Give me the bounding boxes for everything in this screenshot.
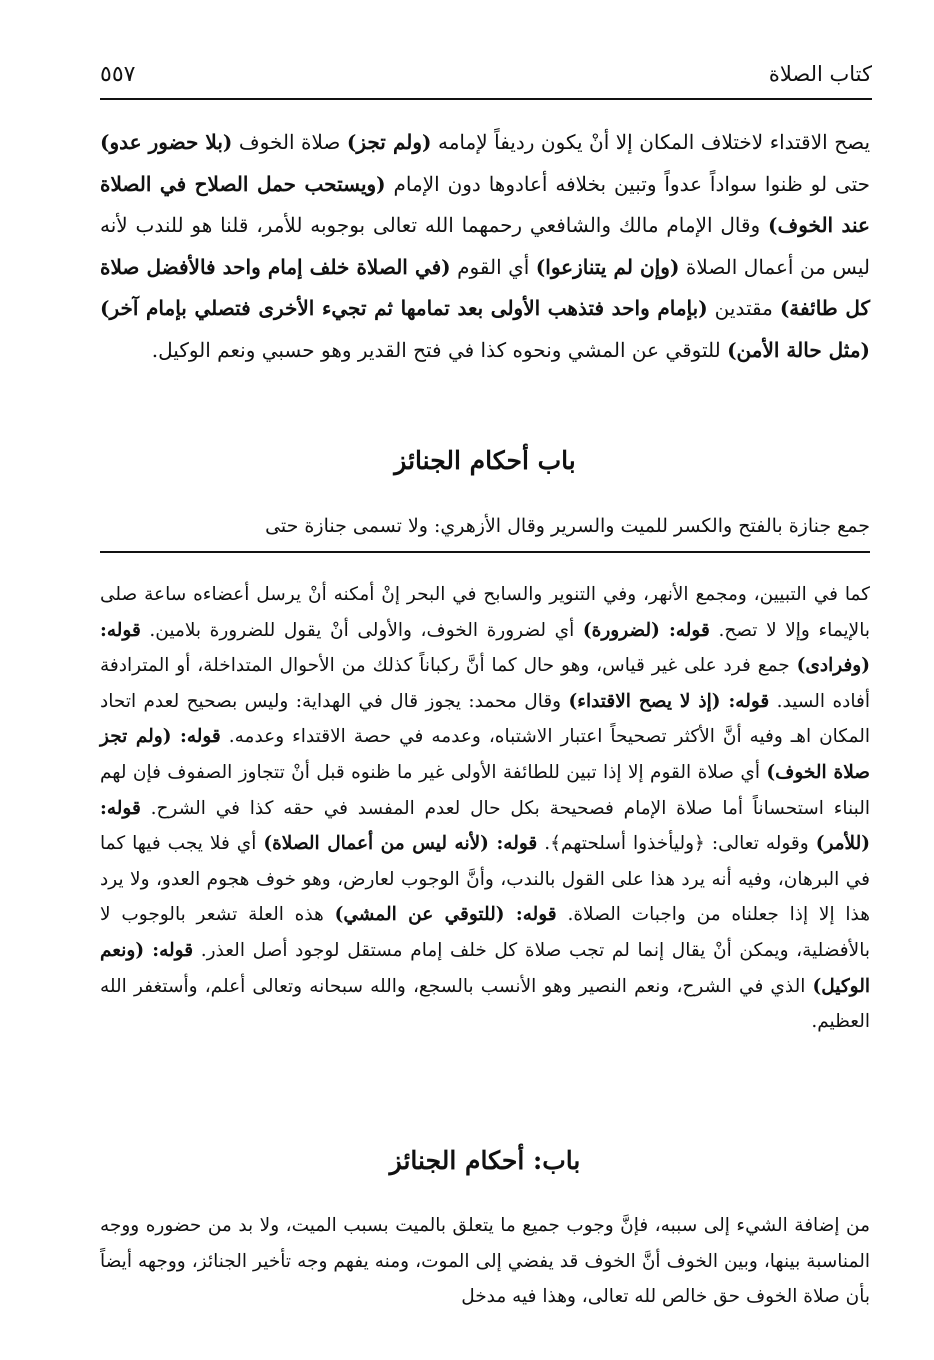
bold-run: (في الصلاة خلف إمام واحد فالأفضل صلاة كل طائفة) — [100, 254, 871, 320]
final-text-paragraph: من إضافة الشيء إلى سببه، فإنَّ وجوب جميع ما يتعلق بالميت بسبب الميت، ولا بد من حضوره ووجه المناسبة بينها، وبين الخوف أنَّ الخوف قد يفضي إلى الموت، ومنه يفهم وجه تأخير الجنائز، ووجهه أيضاً بأن صلاة الخوف حق خالص لله تعالى، وهذا فيه مدخل — [100, 1215, 870, 1307]
text-run: وقال محمد: يجوز قال في الهداية: وليس بصحيح لعدم اتحاد المكان اهـ وفيه أنَّ الأكثر تصحيحاً اعتبار الاشتباه، وعدمه في حصة الاقتداء وعدمه. — [100, 690, 870, 748]
page-number: ٥٥٧ — [100, 62, 136, 87]
text-run: مقتدين — [707, 296, 780, 320]
footnote-divider — [100, 551, 870, 553]
bold-run: قوله: (للأمر) — [100, 797, 870, 855]
text-run: أي صلاة القوم إلا إذا تبين للطائفة الأولى غير ما ظنوه قبل أنْ تتجاوز الصفوف فإن لهم البناء استحساناً أما صلاة الإمام فصحيحة بكل حال لعدم المفسد في حقه كذا في الشرح. — [100, 761, 870, 819]
text-run: أي لضرورة الخوف، والأولى أنْ يقول للضرورة بلامين. — [140, 619, 583, 641]
bold-run: قوله: (وفرادى) — [100, 619, 870, 677]
final-text — [100, 1208, 870, 1315]
text-run: هذه العلة تشعر بالوجوب لا بالأفضلية، ويمكن أنْ يقال إنما لم تجب صلاة كل خلف إمام مستقل لوجود أصل العذر. — [100, 904, 870, 961]
text-run: جمع فرد على غير قياس، وهو حال كما أنَّ ركباناً كذلك من الأحوال المتداخلة، أو المترادفة أفاده السيد. — [100, 655, 870, 712]
bold-run: (بإمام واحد فتذهب الأولى بعد تمامها ثم تجيء الأخرى فتصلي بإمام آخر) — [100, 296, 708, 320]
main-text — [100, 122, 870, 371]
text-run: كما في التبيين، ومجمع الأنهر، وفي التنوير والسابح في البحر إنْ أمكنه أنْ يرسل أعضاءه ساعة صلى بالإيماء وإلا لا تصح. — [100, 584, 870, 641]
bold-run: قوله: (لأنه ليس من أعمال الصلاة) — [263, 833, 538, 855]
bold-run: قوله: (للتوقي عن المشي) — [334, 904, 557, 926]
page-header — [100, 58, 872, 100]
text-run: صلاة الخوف — [232, 130, 347, 154]
bold-run: قوله: (لضرورة) — [582, 619, 710, 641]
bold-run: قوله: (ونعم الوكيل) — [100, 939, 870, 997]
bold-run: قوله: (ولم تجز صلاة الخوف) — [100, 726, 870, 783]
bold-run: (بلا حضور عدو) — [100, 130, 233, 154]
commentary-heading: باب: أحكام الجنائز — [389, 1146, 581, 1175]
section-heading: باب أحكام الجنائز — [394, 446, 576, 475]
text-run: وقوله تعالى: ﴿وليأخذوا أسلحتهم﴾. — [537, 833, 816, 855]
text-run: وقال الإمام مالك والشافعي رحمهما الله تعالى بوجوبه للأمر، قلنا هو للندب لأنه ليس من أعمال الصلاة — [100, 213, 870, 279]
book-title: كتاب الصلاة — [768, 62, 872, 86]
bold-run: (ويستحب حمل الصلاح في الصلاة عند الخوف) — [100, 171, 870, 237]
text-run: أي القوم — [450, 254, 536, 279]
intro-text-paragraph: جمع جنازة بالفتح والكسر للميت والسرير وقال الأزهري: ولا تسمى جنازة حتى — [265, 515, 870, 537]
text-run: للتوقي عن المشي ونحوه كذا في فتح القدير وهو حسبي ونعم الوكيل. — [151, 337, 728, 362]
bold-run: (مثل حالة الأمن) — [727, 337, 870, 362]
intro-text — [100, 507, 870, 545]
text-run: حتى لو ظنوا سواداً عدواً وتبين بخلافه أعادوها دون الإمام — [385, 171, 871, 196]
main-text-paragraph — [100, 122, 870, 371]
text-run: أي فلا يجب فيها كما في البرهان، وفيه أنه يرد هذا على القول بالندب، وأنَّ الوجوب لعارض، وهو خوف هجوم العدو، ولا يرد هذا إلا إذا جعلناه من واجبات الصلاة. — [100, 833, 871, 926]
bold-run: قوله: (إذ لا يصح الاقتداء) — [568, 690, 770, 712]
text-run: يصح الاقتداء لاختلاف المكان إلا أنْ يكون رديفاً لإمامه — [431, 130, 871, 154]
bold-run: (ولم تجز) — [346, 130, 432, 154]
commentary-paragraph — [100, 577, 870, 1040]
text-run: الذي في الشرح، ونعم النصير وهو الأنسب بالسجع، والله سبحانه وتعالى أعلم، وأستغفر الله العظيم. — [100, 975, 870, 1033]
bold-run: (وإن لم يتنازعوا) — [535, 254, 680, 279]
commentary-text — [100, 577, 870, 1040]
